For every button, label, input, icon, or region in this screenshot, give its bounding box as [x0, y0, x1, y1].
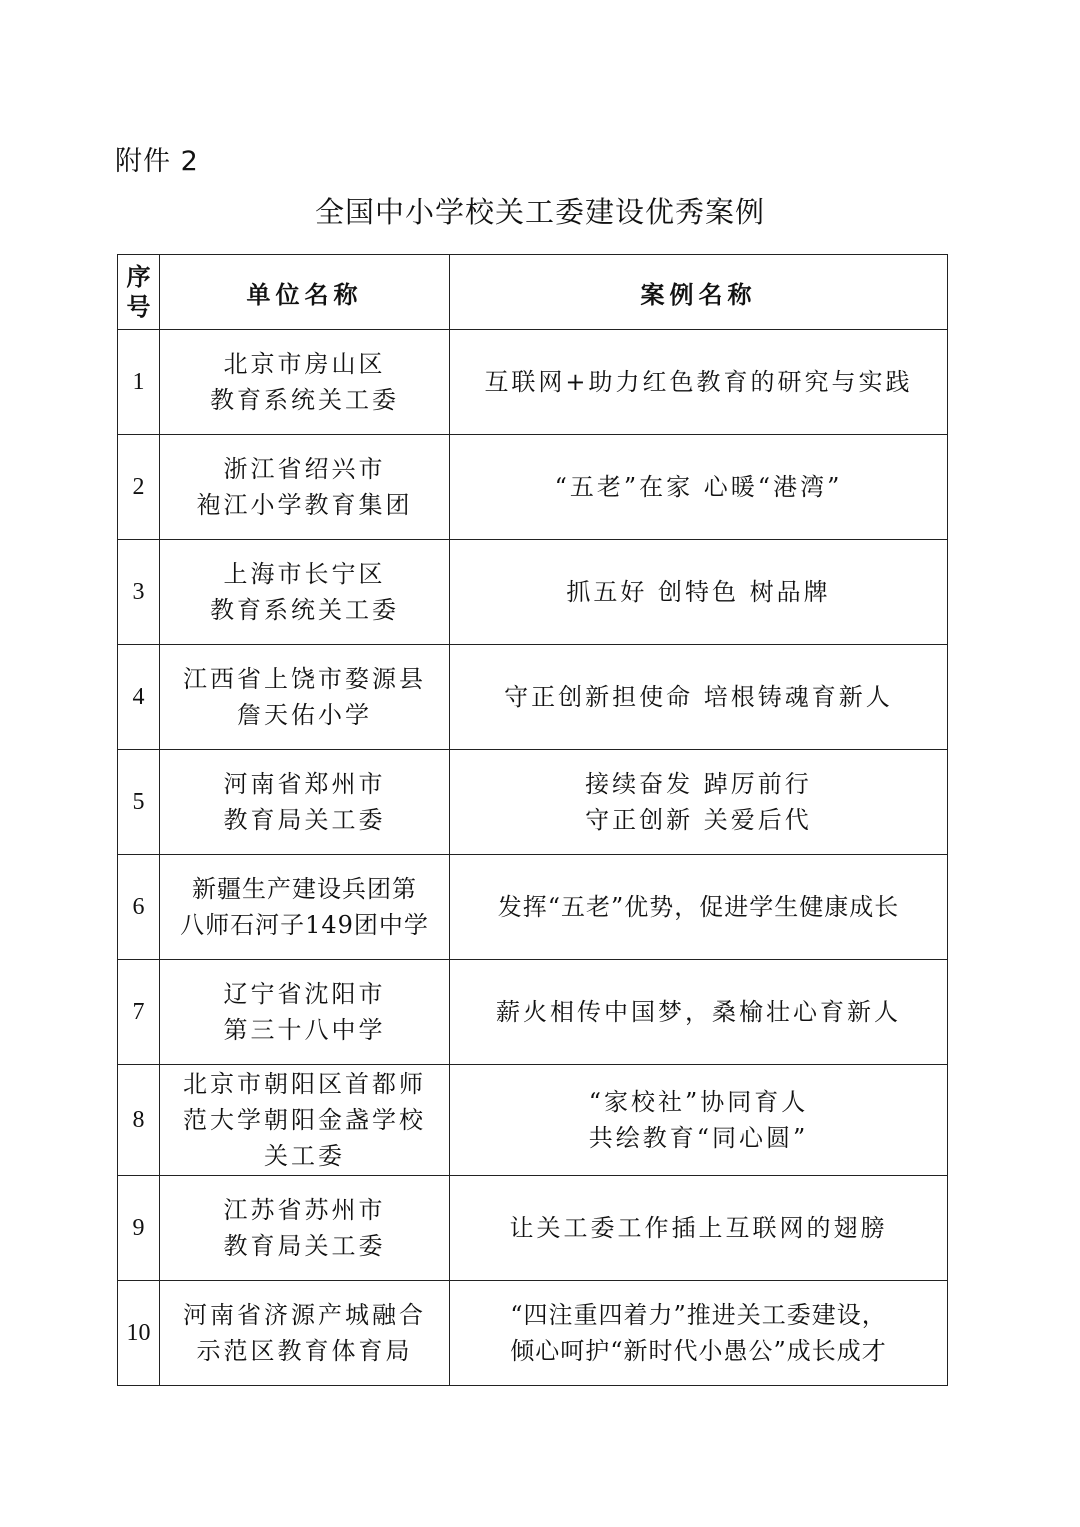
unit-name-line: 新疆生产建设兵团第 [192, 875, 417, 903]
row-number: 9 [118, 1176, 160, 1281]
unit-name-cell [160, 960, 450, 1065]
table-row [118, 750, 948, 855]
case-name-cell [450, 1176, 948, 1281]
row-number: 8 [118, 1065, 160, 1176]
case-name-cell [450, 330, 948, 435]
unit-name-line: 八师石河子149团中学 [180, 911, 429, 939]
case-name-line: 让关工委工作插上互联网的翅膀 [509, 1214, 888, 1242]
header-no: 序号 [126, 263, 151, 321]
row-number: 4 [118, 645, 160, 750]
case-name-line: “四注重四着力”推进关工委建设， [510, 1301, 887, 1329]
unit-name-line: 江苏省苏州市 [223, 1196, 386, 1224]
unit-name-cell [160, 540, 450, 645]
unit-name-line: 河南省郑州市 [223, 770, 386, 798]
case-name-line: 接续奋发 踔厉前行 [585, 770, 812, 798]
case-name-cell [450, 855, 948, 960]
case-name-line: “家校社”协同育人 [588, 1088, 809, 1116]
unit-name-line: 河南省济源产城融合 [183, 1301, 426, 1329]
case-name-cell [450, 645, 948, 750]
unit-name-line: 第三十八中学 [223, 1016, 386, 1044]
unit-name-cell [160, 435, 450, 540]
case-name-line: “五老”在家 心暖“港湾” [554, 473, 843, 501]
unit-name-line: 示范区教育体育局 [196, 1337, 413, 1365]
unit-name-line: 上海市长宁区 [223, 560, 386, 588]
case-name-line: 薪火相传中国梦，桑榆壮心育新人 [496, 998, 901, 1026]
case-name-cell [450, 1281, 948, 1386]
table-row [118, 855, 948, 960]
header-no-cell [118, 255, 160, 330]
attachment-label: 附件 2 [115, 146, 199, 177]
unit-name-line: 江西省上饶市婺源县 [183, 665, 426, 693]
unit-name-line: 教育局关工委 [223, 806, 386, 834]
cases-table-body [118, 255, 948, 1386]
case-name-line: 发挥“五老”优势，促进学生健康成长 [497, 893, 900, 921]
unit-name-line: 教育系统关工委 [210, 386, 399, 414]
header-unit: 单位名称 [160, 255, 450, 330]
case-name-line: 抓五好 创特色 树品牌 [566, 578, 831, 606]
unit-name-cell [160, 855, 450, 960]
case-name-line: 共绘教育“同心圆” [588, 1124, 809, 1152]
row-number: 3 [118, 540, 160, 645]
row-number: 6 [118, 855, 160, 960]
row-number: 5 [118, 750, 160, 855]
case-name-line: 守正创新 关爱后代 [585, 806, 812, 834]
unit-name-cell [160, 1281, 450, 1386]
cases-table [117, 254, 948, 1386]
row-number: 7 [118, 960, 160, 1065]
unit-name-line: 詹天佑小学 [237, 701, 372, 729]
table-row [118, 1281, 948, 1386]
table-row [118, 645, 948, 750]
unit-name-line: 教育局关工委 [223, 1232, 386, 1260]
case-name-line: 倾心呵护“新时代小愚公”成长成才 [510, 1337, 887, 1365]
unit-name-line: 浙江省绍兴市 [223, 455, 386, 483]
row-number: 2 [118, 435, 160, 540]
unit-name-cell [160, 750, 450, 855]
case-name-cell [450, 960, 948, 1065]
case-name-cell [450, 540, 948, 645]
table-row [118, 330, 948, 435]
unit-name-line: 范大学朝阳金盏学校 [183, 1106, 426, 1134]
case-name-cell [450, 435, 948, 540]
table-row [118, 1176, 948, 1281]
table-row [118, 960, 948, 1065]
unit-name-cell [160, 1065, 450, 1176]
table-row [118, 1065, 948, 1176]
case-name-cell [450, 1065, 948, 1176]
unit-name-line: 北京市朝阳区首都师 [183, 1070, 426, 1098]
table-row [118, 540, 948, 645]
row-number: 10 [118, 1281, 160, 1386]
header-case: 案例名称 [450, 255, 948, 330]
unit-name-cell [160, 330, 450, 435]
row-number: 1 [118, 330, 160, 435]
case-name-line: 互联网+助力红色教育的研究与实践 [484, 368, 913, 396]
unit-name-line: 辽宁省沈阳市 [223, 980, 386, 1008]
case-name-cell [450, 750, 948, 855]
document-title: 全国中小学校关工委建设优秀案例 [314, 195, 765, 229]
case-name-line: 守正创新担使命 培根铸魂育新人 [504, 683, 893, 711]
unit-name-line: 关工委 [264, 1142, 345, 1170]
table-header-row [118, 255, 948, 330]
unit-name-line: 袍江小学教育集团 [196, 491, 413, 519]
unit-name-cell [160, 1176, 450, 1281]
table-row [118, 435, 948, 540]
unit-name-line: 教育系统关工委 [210, 596, 399, 624]
unit-name-cell [160, 645, 450, 750]
unit-name-line: 北京市房山区 [223, 350, 386, 378]
